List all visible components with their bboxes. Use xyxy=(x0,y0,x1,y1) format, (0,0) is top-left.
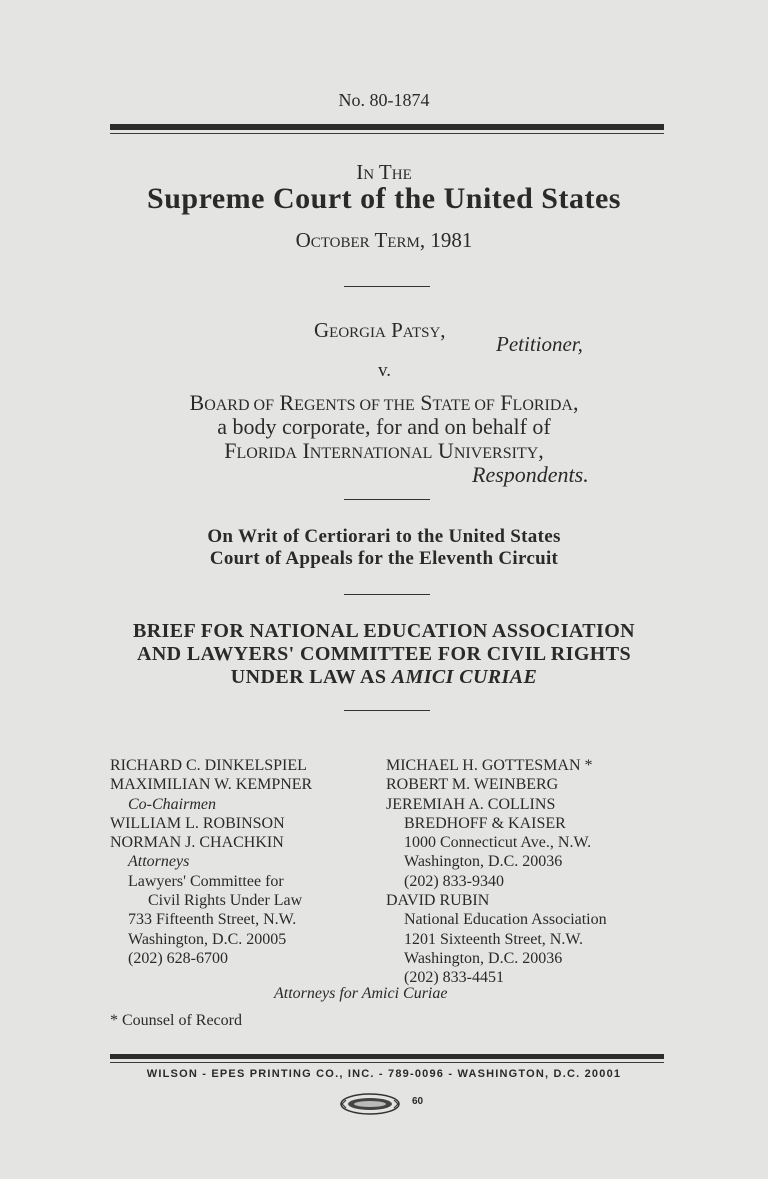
term-heading: OCTOBER TERM, 1981 xyxy=(295,228,473,252)
union-number: 60 xyxy=(412,1096,424,1107)
bottom-rule-thin xyxy=(110,1062,664,1063)
separator-3 xyxy=(344,594,430,595)
writ-line-2: Court of Appeals for the Eleventh Circuit xyxy=(209,548,559,569)
separator-2 xyxy=(344,499,430,500)
counsel-name: NORMAN J. CHACHKIN xyxy=(110,834,284,852)
petitioner-role: Petitioner, xyxy=(496,332,583,356)
writ-line-1: On Writ of Certiorari to the United States xyxy=(207,526,561,547)
respondent-line-2: a body corporate, for and on behalf of xyxy=(217,414,551,439)
attorneys-for: Attorneys for Amici Curiae xyxy=(274,985,448,1002)
brief-title-line-3: UNDER LAW AS AMICI CURIAE xyxy=(230,666,538,688)
counsel-address: Washington, D.C. 20036 xyxy=(404,949,563,967)
petitioner-name: GEORGIA PATSY, xyxy=(314,318,446,342)
counsel-of-record-note: * Counsel of Record xyxy=(110,1012,242,1029)
counsel-address: 1201 Sixteenth Street, N.W. xyxy=(404,930,583,948)
counsel-address: Washington, D.C. 20036 xyxy=(404,853,563,871)
counsel-name: ROBERT M. WEINBERG xyxy=(386,776,559,794)
separator-4 xyxy=(344,710,430,711)
counsel-org: Lawyers' Committee for xyxy=(128,872,284,890)
counsel-address: 733 Fifteenth Street, N.W. xyxy=(128,911,297,929)
counsel-name: RICHARD C. DINKELSPIEL xyxy=(110,757,307,774)
bottom-rule-thick xyxy=(110,1054,664,1059)
counsel-role: Attorneys xyxy=(128,853,190,871)
left-counsel-column xyxy=(110,756,312,968)
top-rule-thin xyxy=(110,133,664,134)
counsel-address: 1000 Connecticut Ave., N.W. xyxy=(404,834,592,852)
respondent-line-3: FLORIDA INTERNATIONAL UNIVERSITY, xyxy=(224,438,544,463)
counsel-address: Washington, D.C. 20005 xyxy=(128,930,287,948)
counsel-name: MICHAEL H. GOTTESMAN * xyxy=(386,757,593,774)
counsel-role: Co-Chairmen xyxy=(128,795,216,813)
separator-1 xyxy=(344,286,430,287)
counsel-phone: (202) 628-6700 xyxy=(128,949,228,967)
brief-title-line-1: BRIEF FOR NATIONAL EDUCATION ASSOCIATION xyxy=(132,620,635,642)
counsel-org: Civil Rights Under Law xyxy=(148,892,303,910)
docket-number: No. 80-1874 xyxy=(338,90,430,110)
court-name: Supreme Court of the United States xyxy=(147,182,621,215)
respondent-line-1: BOARD OF REGENTS OF THE STATE OF FLORIDA, xyxy=(189,390,579,415)
counsel-phone: (202) 833-4451 xyxy=(404,969,504,987)
counsel-name: WILLIAM L. ROBINSON xyxy=(110,814,285,832)
right-counsel-column xyxy=(386,756,607,988)
respondent-role: Respondents. xyxy=(472,462,589,487)
versus: v. xyxy=(378,360,392,381)
counsel-phone: (202) 833-9340 xyxy=(404,872,504,890)
counsel-org: National Education Association xyxy=(404,911,607,929)
in-the-heading: IN THE xyxy=(356,160,412,184)
brief-title-line-2: AND LAWYERS' COMMITTEE FOR CIVIL RIGHTS xyxy=(136,643,631,665)
top-rule-thick xyxy=(110,124,664,130)
counsel-name: DAVID RUBIN xyxy=(386,892,490,910)
counsel-name: MAXIMILIAN W. KEMPNER xyxy=(110,776,313,794)
printer-imprint: WILSON - EPES PRINTING CO., INC. - 789-0096 - WASHINGTON, D.C. 20001 xyxy=(146,1068,622,1080)
union-label xyxy=(340,1092,430,1121)
counsel-name: JEREMIAH A. COLLINS xyxy=(386,795,556,813)
counsel-firm: BREDHOFF & KAISER xyxy=(404,814,566,832)
